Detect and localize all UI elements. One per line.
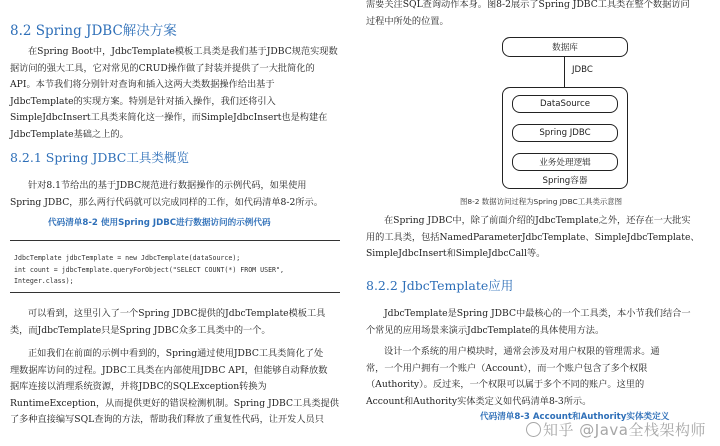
text-line: 设计一个系统的用户模块时，通常会涉及对用户权限的管理需求。通 bbox=[384, 346, 660, 357]
text-line: 类，而JdbcTemplate只是Spring JDBC众多工具类中的一个。 bbox=[10, 324, 271, 336]
architecture-diagram bbox=[502, 37, 628, 189]
subsection-title: 8.2.2 JdbcTemplate应用 bbox=[366, 278, 514, 293]
watermark bbox=[526, 419, 706, 440]
code-listing-caption: 代码清单8-2 使用Spring JDBC进行数据访问的示例代码 bbox=[48, 218, 271, 228]
code-listing-caption: 代码清单8-3 Account和Authority实体类定义 bbox=[480, 412, 670, 422]
code-block bbox=[14, 253, 284, 288]
zhihu-user-icon bbox=[526, 422, 541, 437]
spring-jdbc-label: Spring JDBC bbox=[539, 128, 591, 138]
watermark-text: 知乎 @Java全栈架构师 bbox=[543, 421, 706, 439]
paragraph bbox=[10, 306, 350, 339]
text-line: （Authority）。反过来，一个权限可以属于多个不同的账户。这里的 bbox=[366, 379, 645, 390]
paragraph bbox=[366, 306, 716, 339]
paragraph bbox=[10, 178, 350, 211]
paragraph bbox=[10, 346, 350, 429]
text-line: 据库连接以消理系统资源，并将JDBC的SQLException转换为 bbox=[10, 381, 267, 392]
left-page bbox=[0, 0, 357, 446]
text-line: 正如我们在前面的示例中看到的，Spring通过使用JDBC工具类简化了处 bbox=[28, 348, 324, 359]
paragraph bbox=[366, 0, 716, 30]
database-box bbox=[502, 37, 628, 57]
text-line: 可以看到，这里引入了一个Spring JDBC提供的JdbcTemplate模板工具 bbox=[28, 308, 326, 319]
text-line: SimpleJdbcInsert工具类来简化这一操作，而SimpleJdbcInsert也是构建在 bbox=[10, 112, 328, 123]
subsection-title: 8.2.1 Spring JDBC工具类概览 bbox=[10, 150, 189, 165]
code-top-rule bbox=[10, 240, 340, 241]
text-line: Spring JDBC，那么两行代码就可以完成同样的工作，如代码清单8-2所示。 bbox=[10, 196, 323, 208]
business-logic-label: 业务处理逻辑 bbox=[539, 158, 591, 168]
code-line: Integer.class); bbox=[14, 277, 74, 285]
datasource-box bbox=[512, 95, 618, 113]
spring-jdbc-box bbox=[512, 124, 618, 142]
database-label: 数据库 bbox=[552, 43, 578, 53]
text-line: SimpleJdbcInsert和SimpleJdbcCall等。 bbox=[366, 248, 546, 259]
text-line: 过程中所处的位置。 bbox=[366, 15, 449, 27]
text-line: JdbcTemplate基础之上的。 bbox=[10, 128, 129, 140]
text-line: API。本节我们将分别针对查询和插入这两大类数据操作给出基于 bbox=[10, 79, 275, 90]
right-page bbox=[362, 0, 720, 446]
datasource-label: DataSource bbox=[539, 99, 591, 109]
code-bottom-rule bbox=[10, 292, 340, 293]
code-line: int count = jdbcTemplate.queryForObject("SELECT COUNT(*) FROM USER", bbox=[14, 265, 284, 274]
section-title: 8.2 Spring JDBC解决方案 bbox=[10, 23, 177, 39]
text-line: JdbcTemplate的实现方案。特别是针对插入操作，我们还将引入 bbox=[10, 95, 276, 107]
intro-paragraph bbox=[10, 44, 350, 143]
text-line: RuntimeException，从而提供更好的错误检测机制。Spring JDBC工具类提供 bbox=[10, 397, 339, 409]
text-line: 了多种直接编写SQL查询的方法，帮助我们释放了重复性代码，让开发人员只 bbox=[10, 414, 324, 425]
spring-container-label: Spring容器 bbox=[542, 176, 588, 186]
text-line: JdbcTemplate是Spring JDBC中最核心的一个工具类，本小节我们结合一 bbox=[384, 308, 691, 319]
text-line: 需要关注SQL查询动作本身。图8-2展示了Spring JDBC工具类在整个数据访问 bbox=[366, 0, 690, 10]
text-line: 在Spring Boot中，JdbcTemplate模板工具类是我们基于JDBC规范实现数 bbox=[28, 46, 338, 57]
connector-line bbox=[564, 57, 565, 87]
code-line: JdbcTemplate jdbcTemplate = new JdbcTemplate(dataSource); bbox=[14, 254, 241, 262]
business-logic-box bbox=[512, 153, 618, 171]
figure-caption: 图8-2 数据访问过程为Spring JDBC工具类示意图 bbox=[460, 197, 623, 206]
text-line: 用的工具类，包括NamedParameterJdbcTemplate、SimpleJdbcTemplate、 bbox=[366, 231, 700, 243]
paragraph bbox=[366, 344, 716, 410]
paragraph bbox=[366, 213, 716, 263]
text-line: 在Spring JDBC中，除了前面介绍的JdbcTemplate之外，还存在一大批实 bbox=[384, 215, 691, 226]
text-line: 常，一个用户拥有一个账户（Account），而一个账户包含了多个权限 bbox=[366, 362, 648, 374]
text-line: Account和Authority实体类定义如代码清单8-3所示。 bbox=[366, 395, 592, 407]
text-line: 针对8.1节给出的基于JDBC规范进行数据操作的示例代码，如果使用 bbox=[28, 180, 307, 191]
jdbc-label: JDBC bbox=[572, 65, 593, 75]
text-line: 个常见的应用场景来演示JdbcTemplate的具体使用方法。 bbox=[366, 324, 605, 336]
text-line: 理数据库访问的过程。JDBC工具类在内部使用JDBC API，但能够自动释放数 bbox=[10, 364, 328, 376]
text-line: 据访问的强大工具，它对常见的CRUD操作做了封装并提供了一大批简化的 bbox=[10, 62, 315, 74]
